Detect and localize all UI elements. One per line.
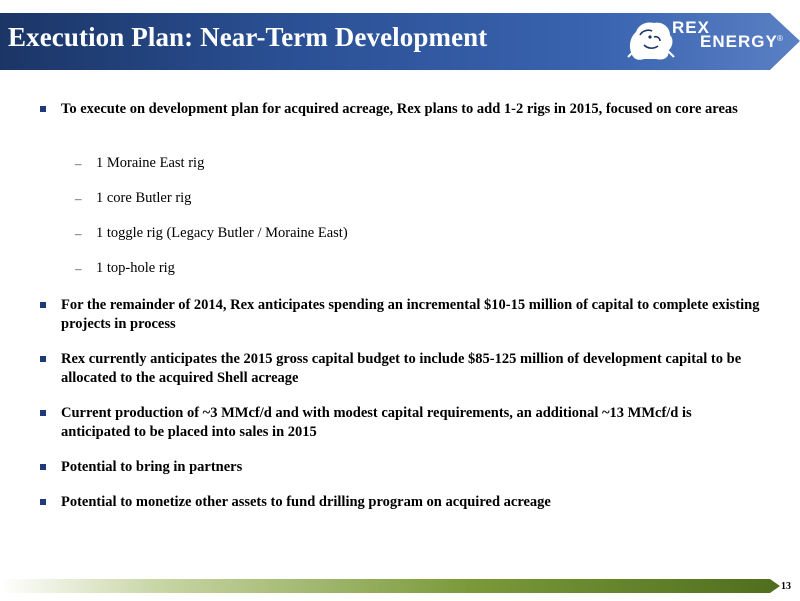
sub-bullet-text: 1 top-hole rig bbox=[96, 260, 175, 276]
dash-bullet-icon: – bbox=[75, 156, 82, 171]
footer-bar bbox=[0, 576, 800, 596]
sub-bullet-text: 1 Moraine East rig bbox=[96, 155, 205, 171]
bullet-text: Rex currently anticipates the 2015 gross capital budget to include $85-125 million of development capital to be allocated to the acquired Shell acreage bbox=[61, 351, 742, 386]
bullet-text: To execute on development plan for acquired acreage, Rex plans to add 1-2 rigs in 2015, focused on core areas bbox=[61, 101, 738, 117]
square-bullet-icon bbox=[40, 106, 46, 112]
bullet-text: Potential to bring in partners bbox=[61, 459, 243, 475]
bullet-text: Potential to monetize other assets to fund drilling program on acquired acreage bbox=[61, 494, 551, 510]
square-bullet-icon bbox=[40, 464, 46, 470]
logo-registered-mark: ® bbox=[777, 34, 783, 43]
logo-text-rex: REX bbox=[672, 18, 710, 37]
dash-bullet-icon: – bbox=[75, 261, 82, 276]
footer-bar-shape bbox=[0, 576, 800, 596]
sub-bullet-text: 1 toggle rig (Legacy Butler / Moraine East) bbox=[96, 225, 348, 241]
square-bullet-icon bbox=[40, 302, 46, 308]
dash-bullet-icon: – bbox=[75, 226, 82, 241]
sub-bullet-text: 1 core Butler rig bbox=[96, 190, 192, 206]
square-bullet-icon bbox=[40, 356, 46, 362]
logo-text-energy: ENERGY bbox=[700, 32, 778, 51]
bullet-text: Current production of ~3 MMcf/d and with modest capital requirements, an additional ~13 MMcf/d is anticipated to be placed into sales in 2015 bbox=[61, 405, 692, 440]
lion-icon bbox=[624, 17, 676, 63]
bullet-text: For the remainder of 2014, Rex anticipates spending an incremental $10-15 million of capital to complete existing projects in process bbox=[61, 297, 760, 332]
square-bullet-icon bbox=[40, 499, 46, 505]
page-number: 13 bbox=[781, 581, 791, 592]
square-bullet-icon bbox=[40, 410, 46, 416]
dash-bullet-icon: – bbox=[75, 191, 82, 206]
slide-title: Execution Plan: Near-Term Development bbox=[8, 22, 488, 52]
